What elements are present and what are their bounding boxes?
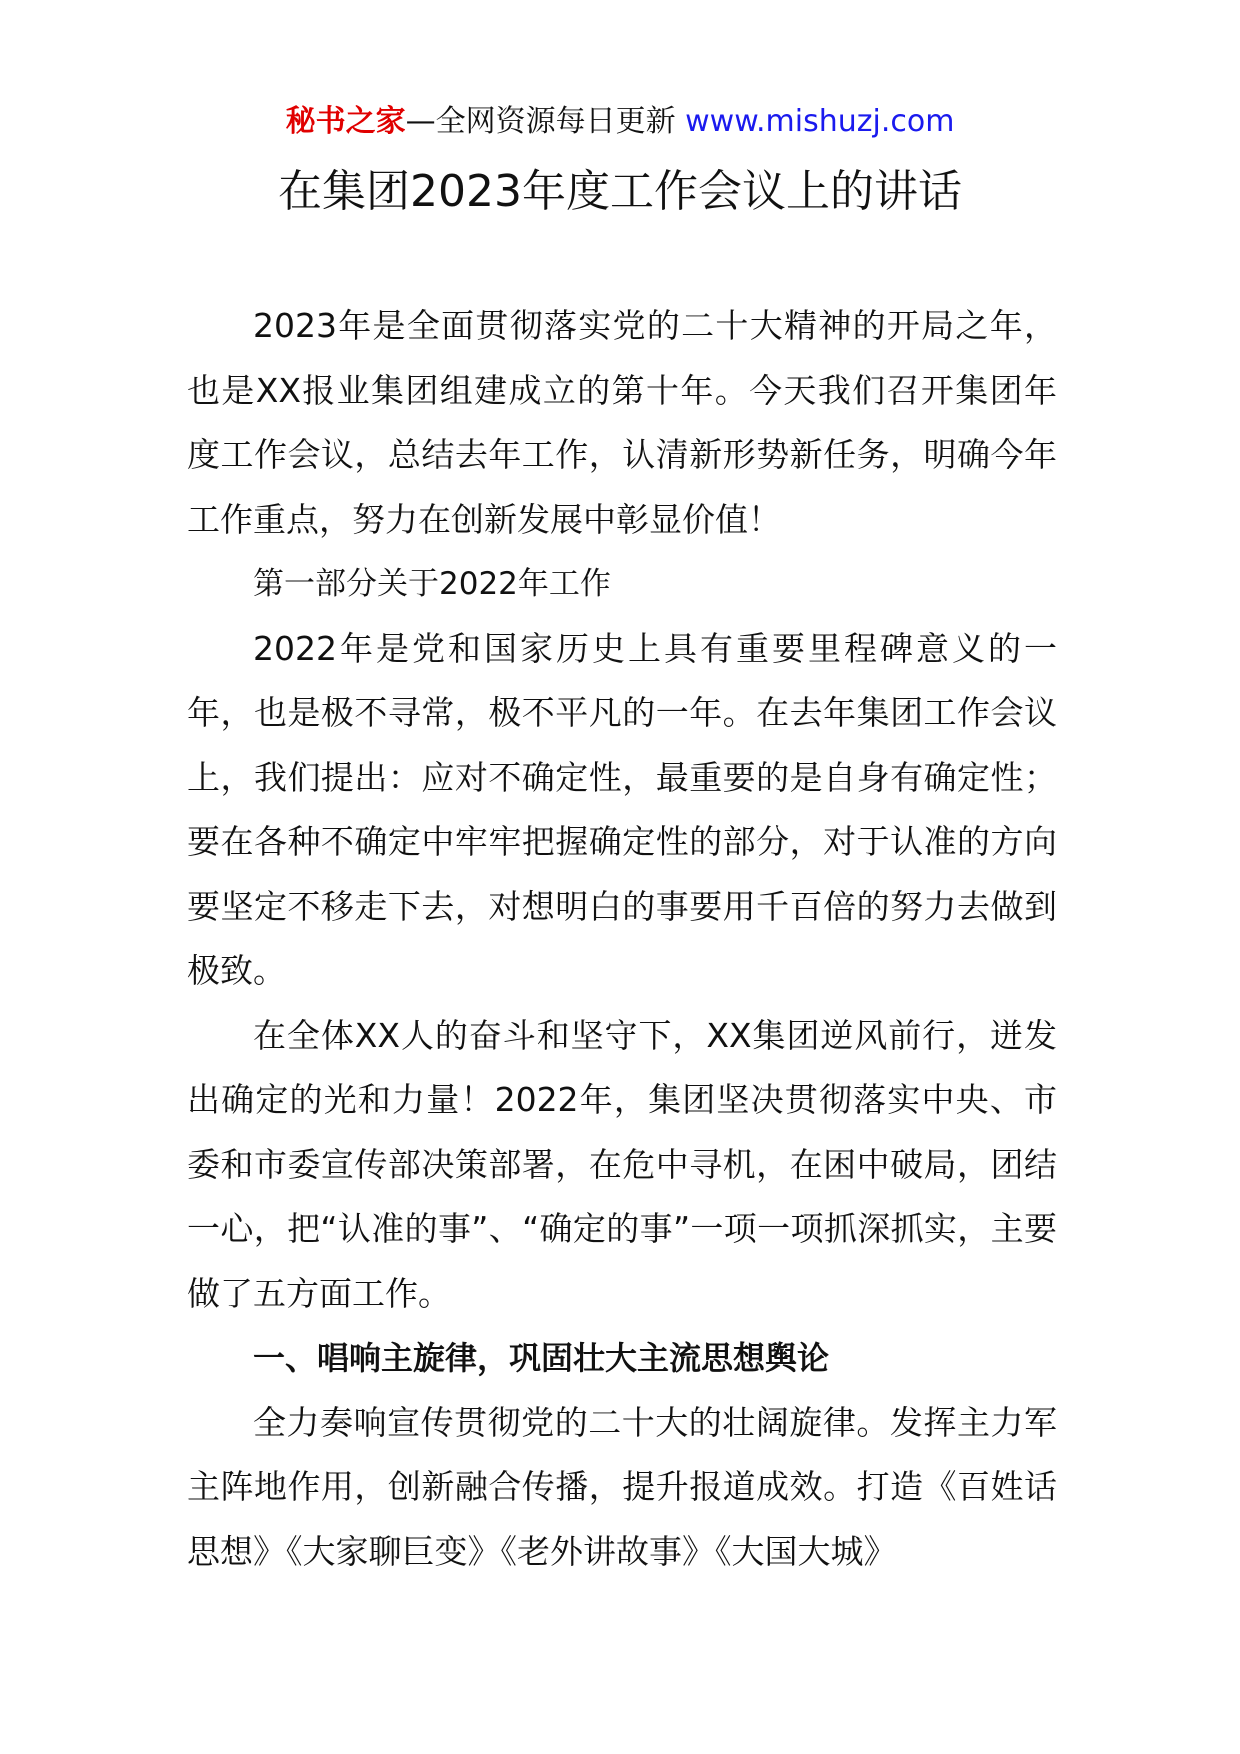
body-paragraph: 2023年是全面贯彻落实党的二十大精神的开局之年，也是XX报业集团组建成立的第十年。今天我们召开集团年度工作会议，总结去年工作，认清新形势新任务，明确今年工作重点，努力在创新发展中彰显价值！ [187, 306, 1057, 539]
site-header [0, 100, 1240, 144]
body-paragraph: 全力奏响宣传贯彻党的二十大的壮阔旋律。发挥主力军主阵地作用，创新融合传播，提升报道成效。打造《百姓话思想》《大家聊巨变》《老外讲故事》《大国大城》 [187, 1402, 1057, 1571]
section-heading: 一、唱响主旋律，巩固壮大主流思想舆论 [253, 1339, 830, 1377]
body-paragraph: 在全体XX人的奋斗和坚守下，XX集团逆风前行，迸发出确定的光和力量！2022年，集团坚决贯彻落实中央、市委和市委宣传部决策部署，在危中寻机，在困中破局，团结一心，把“认准的事”、“确定的事”一项一项抓深抓实，主要做了五方面工作。 [187, 1015, 1057, 1313]
site-url-link[interactable]: www.mishuzj.com [685, 104, 955, 139]
document-body [187, 294, 1057, 1584]
document-title: 在集团2023年度工作会议上的讲话 [278, 166, 962, 217]
site-slogan: —全网资源每日更新 [405, 104, 676, 139]
site-brand: 秘书之家 [285, 104, 406, 139]
body-paragraph: 2022年是党和国家历史上具有重要里程碑意义的一年，也是极不寻常，极不平凡的一年。在去年集团工作会议上，我们提出：应对不确定性，最重要的是自身有确定性；要在各种不确定中牢牢把握确定性的部分，对于认准的方向要坚定不移走下去，对想明白的事要用千百倍的努力去做到极致。 [187, 628, 1057, 990]
part-heading: 第一部分关于2022年工作 [253, 566, 611, 602]
